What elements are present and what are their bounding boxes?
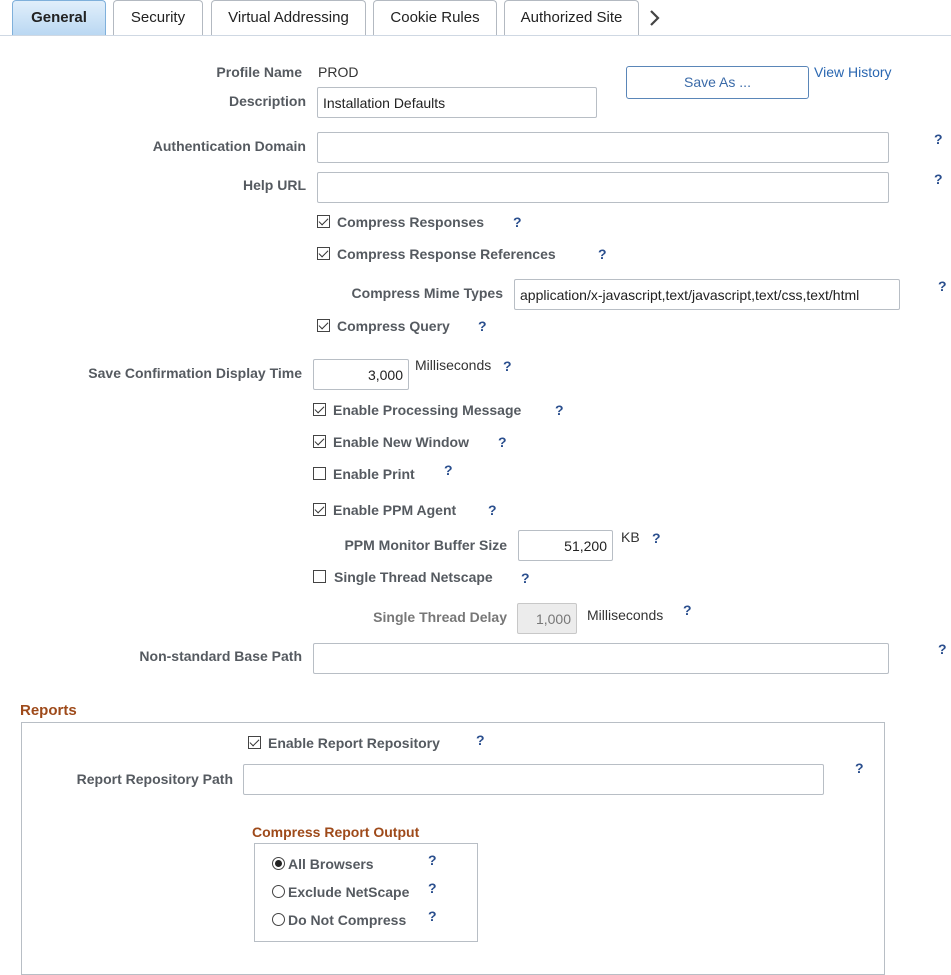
- help-icon[interactable]: ?: [488, 502, 497, 518]
- help-icon[interactable]: ?: [652, 530, 661, 546]
- single-thread-delay-label: Single Thread Delay: [373, 609, 507, 625]
- view-history-link[interactable]: View History: [814, 64, 892, 80]
- help-icon[interactable]: ?: [938, 641, 947, 657]
- help-icon[interactable]: ?: [444, 462, 453, 478]
- enable-ppm-label: Enable PPM Agent: [333, 502, 457, 518]
- enable-print-checkbox[interactable]: [313, 467, 326, 480]
- ppm-buffer-field[interactable]: [518, 530, 613, 561]
- help-icon[interactable]: ?: [476, 732, 485, 748]
- enable-report-repo-label: Enable Report Repository: [268, 735, 440, 751]
- repo-path-label: Report Repository Path: [76, 771, 233, 787]
- save-confirm-label: Save Confirmation Display Time: [88, 365, 302, 381]
- help-icon[interactable]: ?: [513, 214, 522, 230]
- compress-query-checkbox[interactable]: [317, 319, 330, 332]
- reports-title: Reports: [20, 702, 77, 719]
- compress-response-refs-checkbox[interactable]: [317, 247, 330, 260]
- help-url-label: Help URL: [243, 177, 306, 193]
- profile-name-value: PROD: [318, 64, 359, 80]
- single-thread-delay-unit: Milliseconds: [587, 607, 664, 623]
- exclude-netscape-radio[interactable]: [272, 885, 285, 898]
- help-icon[interactable]: ?: [503, 358, 512, 374]
- help-icon[interactable]: ?: [428, 852, 437, 868]
- compress-mime-field[interactable]: [514, 279, 900, 310]
- help-icon[interactable]: ?: [521, 570, 530, 586]
- save-confirm-field[interactable]: [313, 359, 409, 390]
- ppm-buffer-label: PPM Monitor Buffer Size: [344, 537, 507, 553]
- single-thread-checkbox[interactable]: [313, 570, 326, 583]
- compress-mime-label: Compress Mime Types: [351, 285, 503, 301]
- compress-output-title: Compress Report Output: [252, 824, 420, 840]
- help-icon[interactable]: ?: [934, 171, 943, 187]
- auth-domain-field[interactable]: [317, 132, 889, 163]
- enable-processing-checkbox[interactable]: [313, 403, 326, 416]
- enable-print-label: Enable Print: [333, 466, 415, 482]
- single-thread-label: Single Thread Netscape: [334, 569, 493, 585]
- compress-responses-checkbox[interactable]: [317, 215, 330, 228]
- description-label: Description: [228, 93, 306, 109]
- exclude-netscape-label: Exclude NetScape: [288, 884, 410, 900]
- enable-processing-label: Enable Processing Message: [333, 402, 522, 418]
- tab-authorized-site[interactable]: Authorized Site: [504, 0, 639, 36]
- base-path-label: Non-standard Base Path: [139, 648, 302, 664]
- description-field[interactable]: [317, 87, 597, 118]
- all-browsers-label: All Browsers: [288, 856, 374, 872]
- enable-report-repo-checkbox[interactable]: [248, 736, 261, 749]
- compress-responses-label: Compress Responses: [337, 214, 485, 230]
- help-icon[interactable]: ?: [555, 402, 564, 418]
- tab-virtual-addressing[interactable]: Virtual Addressing: [211, 0, 366, 36]
- enable-new-window-label: Enable New Window: [333, 434, 469, 450]
- do-not-compress-radio[interactable]: [272, 913, 285, 926]
- help-icon[interactable]: ?: [938, 278, 947, 294]
- profile-name-label: Profile Name: [216, 64, 302, 80]
- tab-general[interactable]: General: [12, 0, 106, 36]
- compress-query-label: Compress Query: [337, 318, 450, 334]
- tab-security[interactable]: Security: [113, 0, 203, 36]
- tab-cookie-rules[interactable]: Cookie Rules: [373, 0, 497, 36]
- help-icon[interactable]: ?: [478, 318, 487, 334]
- base-path-field[interactable]: [313, 643, 889, 674]
- all-browsers-radio[interactable]: [272, 857, 285, 870]
- chevron-right-icon[interactable]: [645, 6, 665, 30]
- do-not-compress-label: Do Not Compress: [288, 912, 407, 928]
- auth-domain-label: Authentication Domain: [152, 138, 306, 154]
- ppm-buffer-unit: KB: [621, 529, 640, 545]
- help-icon[interactable]: ?: [598, 246, 607, 262]
- help-icon[interactable]: ?: [498, 434, 507, 450]
- help-icon[interactable]: ?: [934, 131, 943, 147]
- help-icon[interactable]: ?: [683, 602, 692, 618]
- help-icon[interactable]: ?: [855, 760, 864, 776]
- enable-ppm-checkbox[interactable]: [313, 503, 326, 516]
- tab-divider: [0, 35, 951, 36]
- help-icon[interactable]: ?: [428, 908, 437, 924]
- help-url-field[interactable]: [317, 172, 889, 203]
- save-confirm-unit: Milliseconds: [415, 357, 492, 373]
- save-as-button[interactable]: Save As ...: [626, 66, 809, 99]
- help-icon[interactable]: ?: [428, 880, 437, 896]
- repo-path-field[interactable]: [243, 764, 824, 795]
- enable-new-window-checkbox[interactable]: [313, 435, 326, 448]
- single-thread-delay-field: [517, 603, 577, 634]
- compress-response-refs-label: Compress Response References: [337, 246, 556, 262]
